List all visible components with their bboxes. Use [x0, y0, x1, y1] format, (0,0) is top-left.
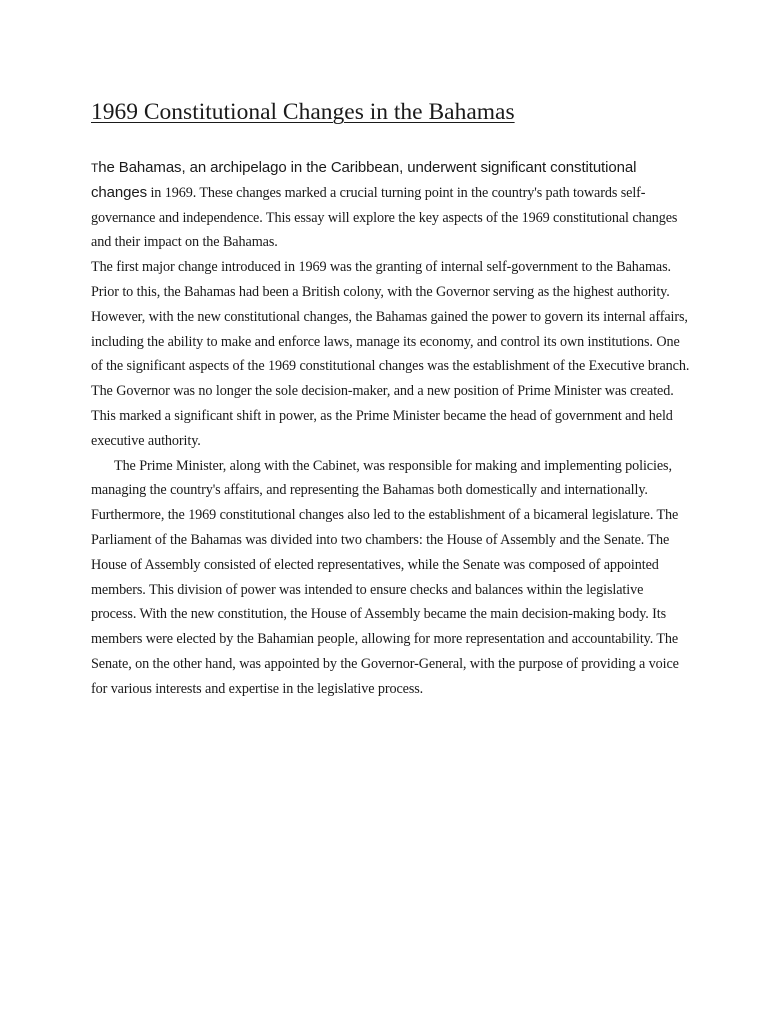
- intro-paragraph: [91, 156, 691, 255]
- intro-lead-text: he Bahamas, an archipelago in the Caribbean, underwent significant constitutional changes: [91, 159, 637, 201]
- document-title: 1969 Constitutional Changes in the Bahamas: [91, 99, 515, 125]
- intro-rest-text: in 1969. These changes marked a crucial turning point in the country's path towards self-governance and independence. This essay will explore the key aspects of the 1969 constitutional changes and their impact on the Bahamas.: [91, 184, 678, 251]
- body-paragraph-1: The first major change introduced in 1969 was the granting of internal self-government to the Bahamas. Prior to this, the Bahamas had been a British colony, with the Governor serving as the highest authority. However, with the new constitutional changes, the Bahamas gained the power to govern its internal affairs, including the ability to make and enforce laws, manage its economy, and control its own institutions. One of the significant aspects of the 1969 constitutional changes was the establishment of the Executive branch. The Governor was no longer the sole decision-maker, and a new position of Prime Minister was created. This marked a significant shift in power, as the Prime Minister became the head of government and held executive authority.: [91, 259, 690, 449]
- intro-first-letter: T: [91, 161, 99, 175]
- body-paragraph-2: The Prime Minister, along with the Cabinet, was responsible for making and implementing policies, managing the country's affairs, and representing the Bahamas both domestically and internationally. Furthermore, the 1969 constitutional changes also led to the establishment of a bicameral legislature. The Parliament of the Bahamas was divided into two chambers: the House of Assembly and the Senate. The House of Assembly consisted of elected representatives, while the Senate was composed of appointed members. This division of power was intended to ensure checks and balances within the legislative process. With the new constitution, the House of Assembly became the main decision-making body. Its members were elected by the Bahamian people, allowing for more representation and accountability. The Senate, on the other hand, was appointed by the Governor-General, with the purpose of providing a voice for various interests and expertise in the legislative process.: [91, 457, 679, 697]
- document-body: [91, 156, 691, 702]
